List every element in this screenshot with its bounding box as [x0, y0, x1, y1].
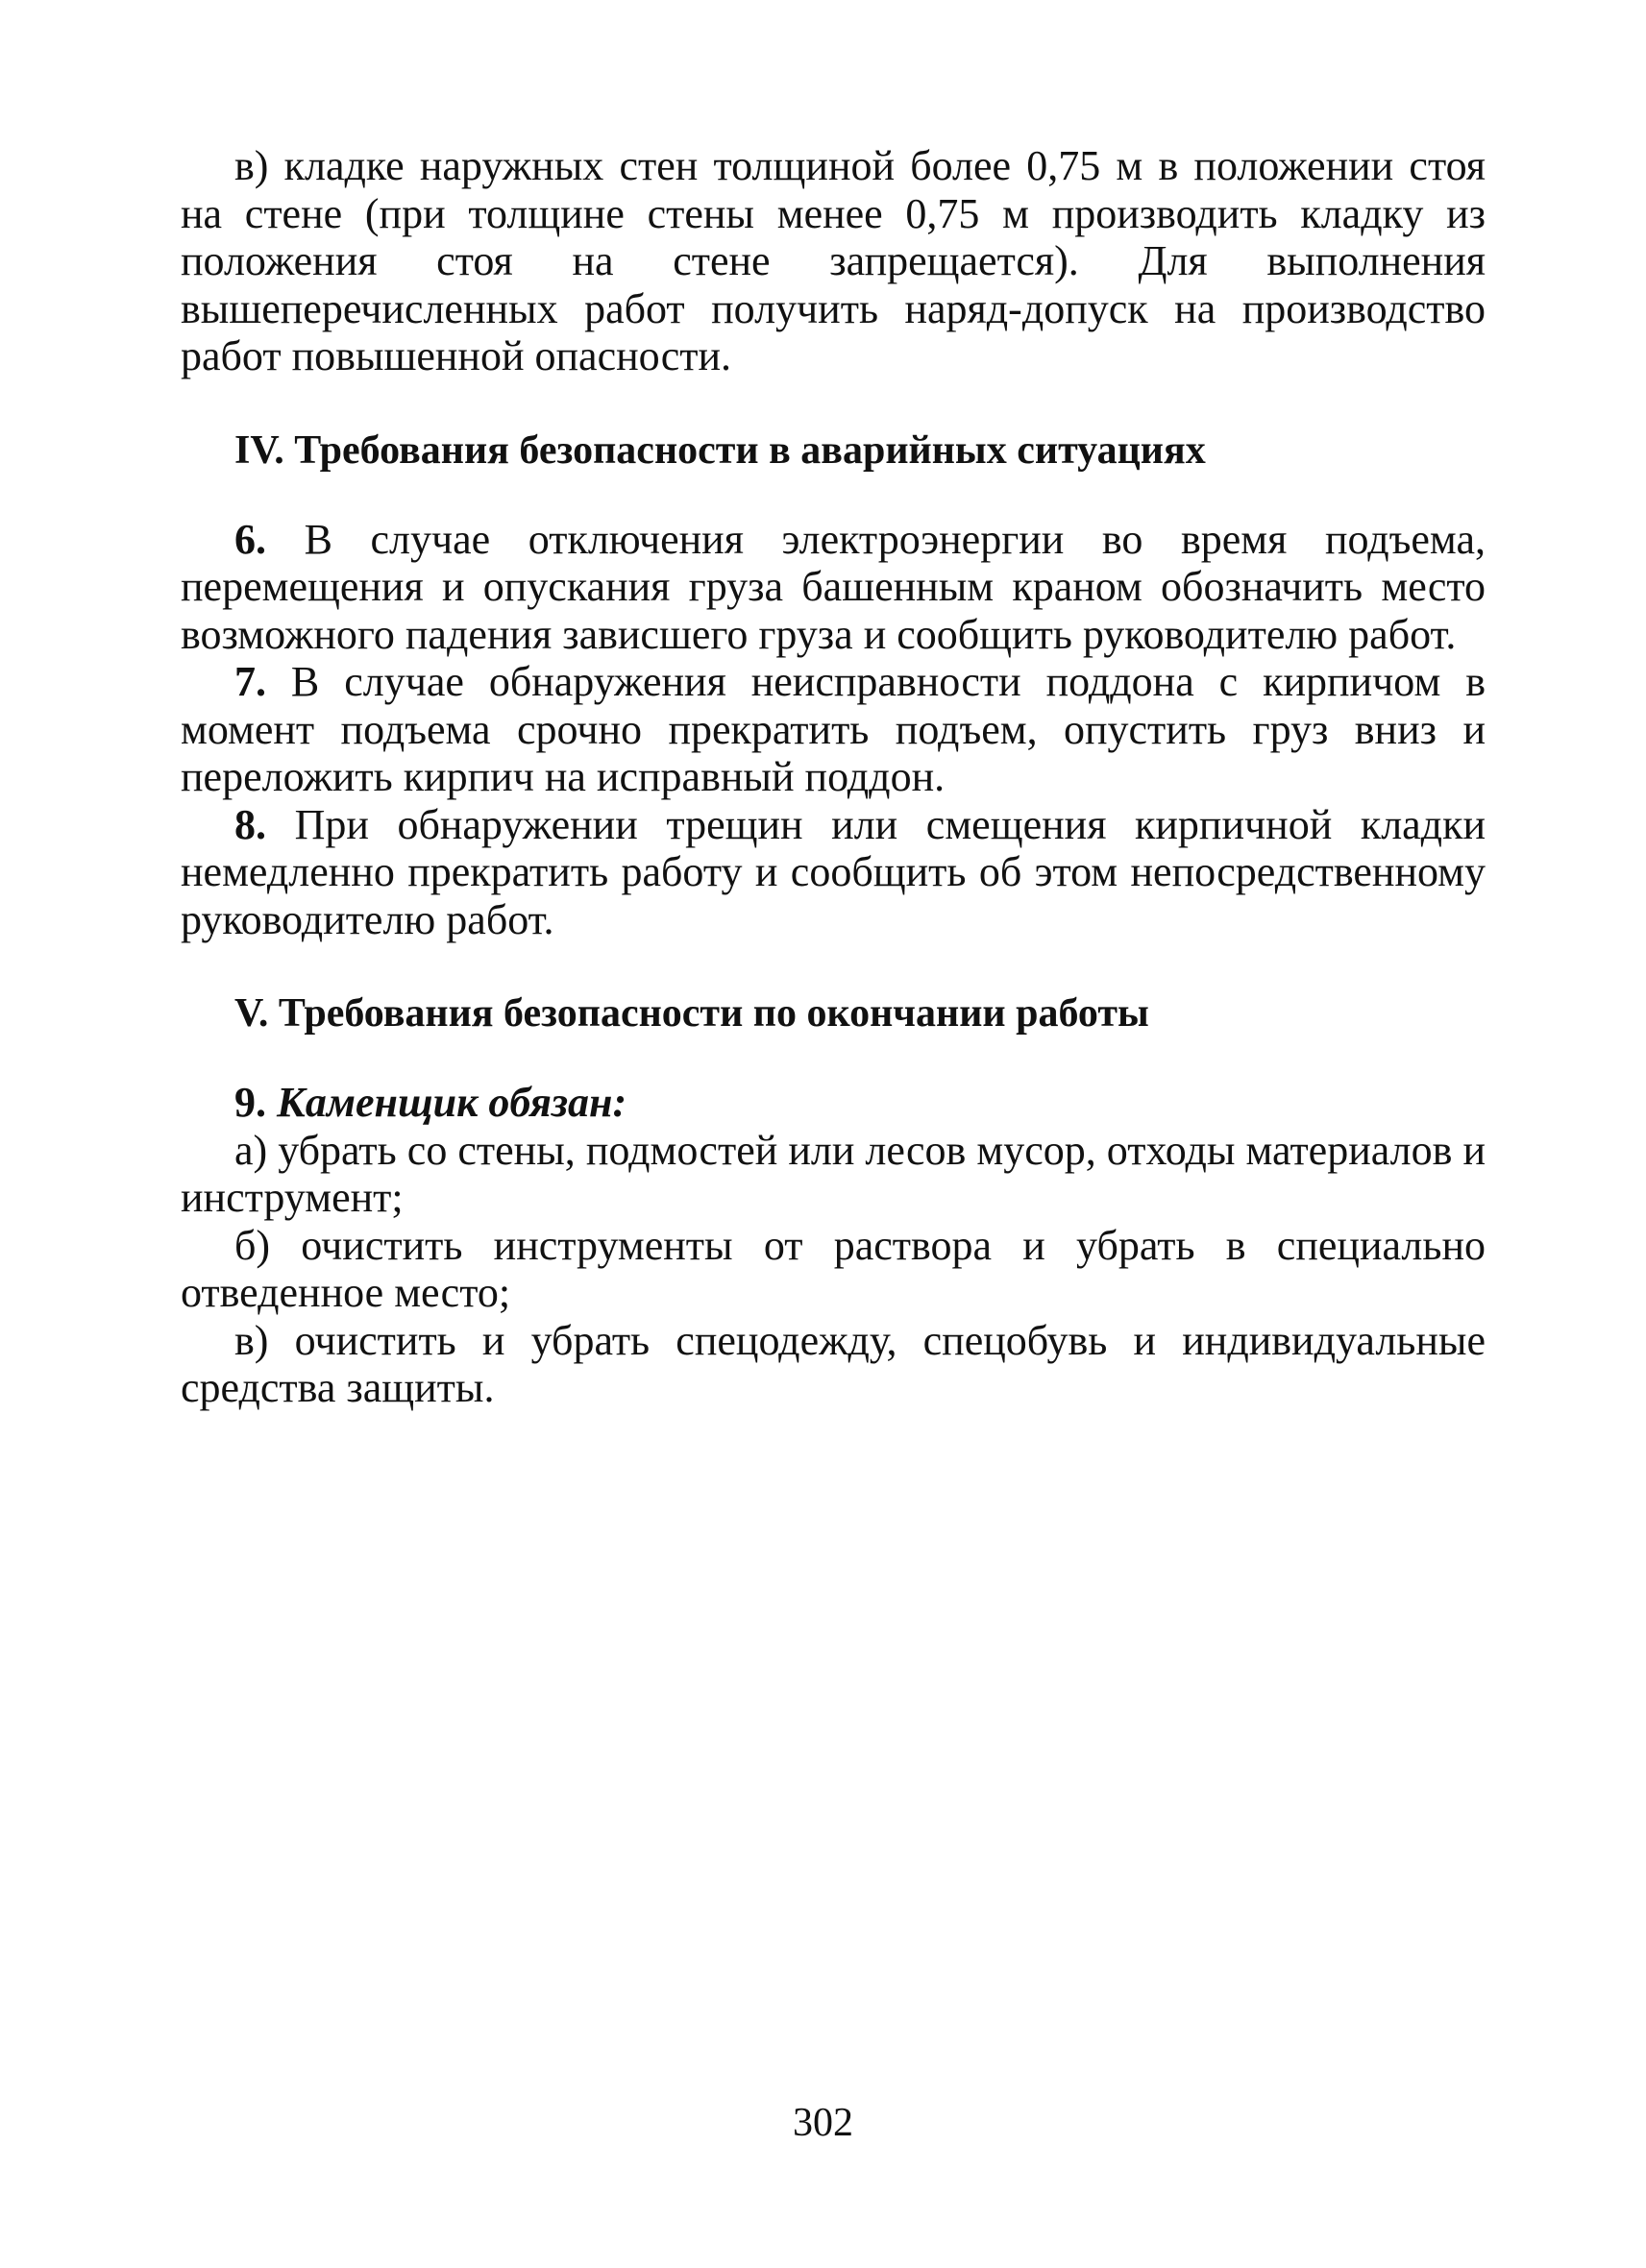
- page-body: [181, 142, 1486, 1412]
- item-number: 8.: [234, 800, 266, 848]
- paragraph-continuation: в) кладке наружных стен толщиной более 0,75 м в положении стоя на стене (при толщине стены менее 0,75 м производить кладку из положения стоя на стене запрещается). Для выполнения вышеперечисленных работ получить наряд-допуск на производство работ повышенной опасности.: [181, 142, 1486, 379]
- item-text: При обнаружении трещин или смещения кирпичной кладки немедленно прекратить работу и сообщить об этом непосредственному руководителю работ.: [181, 800, 1486, 943]
- item-text: В случае отключения электроэнергии во время подъема, перемещения и опускания груза башенным краном обозначить место возможного падения зависшего груза и сообщить руководителю работ.: [181, 515, 1486, 658]
- item-text: В случае обнаружения неисправности поддона с кирпичом в момент подъема срочно прекратить подъем, опустить груз вниз и переложить кирпич на исправный поддон.: [181, 658, 1486, 800]
- item-number: 6.: [234, 515, 266, 563]
- list-item-7: [181, 658, 1486, 801]
- section-heading-iv: IV. Требования безопасности в аварийных ситуациях: [234, 427, 1206, 473]
- item-title: Каменщик обязан:: [277, 1079, 627, 1126]
- page-number: 302: [793, 2101, 853, 2145]
- list-item-6: [181, 516, 1486, 659]
- list-item-8: [181, 801, 1486, 944]
- list-item-9: [181, 1079, 1486, 1127]
- item-number: 9.: [234, 1079, 266, 1126]
- sub-item-a: а) убрать со стены, подмостей или лесов мусор, отходы материалов и инструмент;: [181, 1126, 1486, 1221]
- section-heading-v: V. Требования безопасности по окончании работы: [234, 991, 1149, 1036]
- sub-item-b: б) очистить инструменты от раствора и убрать в специально отведенное место;: [181, 1221, 1486, 1316]
- item-number: 7.: [234, 658, 266, 705]
- sub-item-v: в) очистить и убрать спецодежду, спецобувь и индивидуальные средства защиты.: [181, 1316, 1486, 1411]
